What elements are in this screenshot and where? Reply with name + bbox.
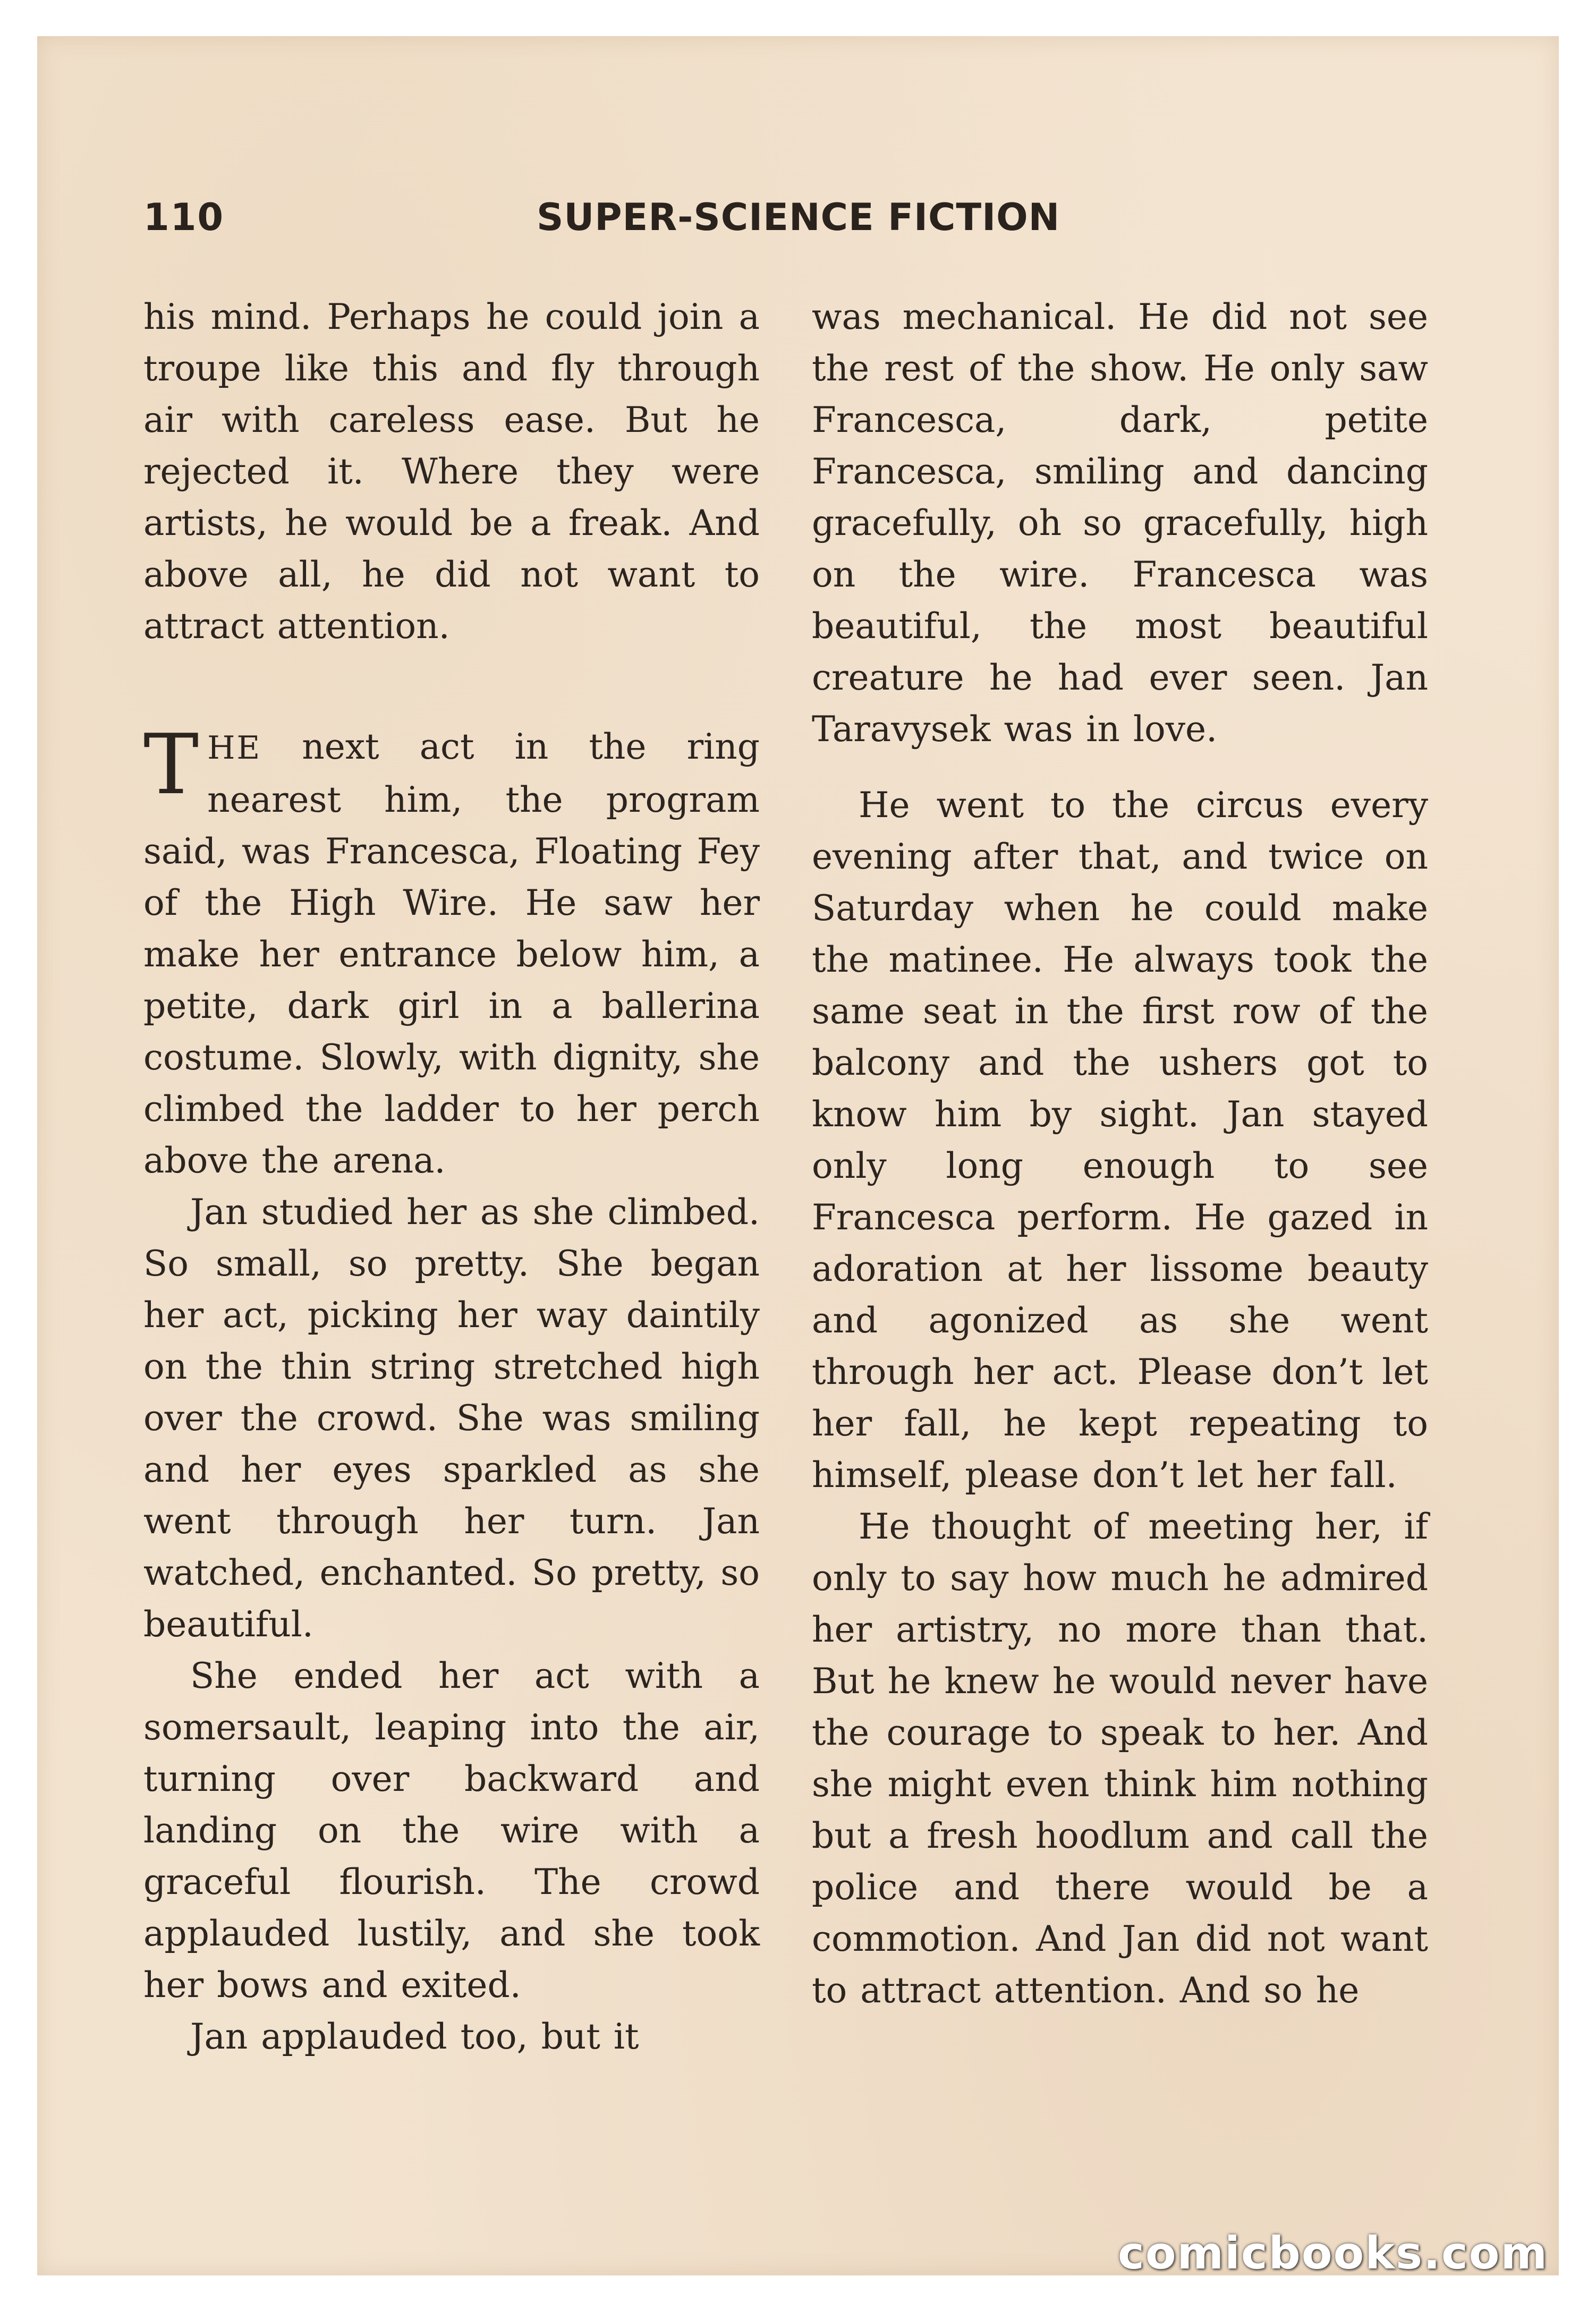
paragraph: He went to the circus every evening after that, and twice on Saturday when he could make the matinee. He always took the same seat in the first row of the balcony and the ushers got to know him by sight. Jan stayed only long enough to see Francesca perform. He gazed in adoration at her lissome beauty and agonized as she went through her act. Please don’t let her fall, he kept repeating to himself, please don’t let her fall. (812, 785, 1428, 1496)
paragraph: He thought of meeting her, if only to say how much he admired her artistry, no more than that. But he knew he would never have the courage to speak to her. And she might even think him nothing but a fresh hoodlum and call the police and there would be a commotion. And Jan did not want to attract attention. And so he (812, 1506, 1428, 2011)
magazine-page (37, 36, 1559, 2275)
left-column (143, 291, 760, 2062)
drop-cap: T (143, 716, 199, 813)
paragraph: Jan studied her as she climbed. So small, so pretty. She began her act, picking her way daintily on the thin string stretched high over the crowd. She was smiling and her eyes sparkled as she went through her turn. Jan watched, enchanted. So pretty, so beautiful. (143, 1192, 760, 1645)
page-header (143, 196, 1068, 254)
paragraph: She ended her act with a somersault, leaping into the air, turning over backward and landing on the wire with a graceful flourish. The crowd applauded lustily, and she took her bows and exited. (143, 1655, 760, 2006)
small-caps-lead: HE (207, 729, 262, 767)
right-column (812, 291, 1428, 2016)
paragraph: his mind. Perhaps he could join a troupe like this and fly through air with careless ease. But he rejected it. Where they were artists, he would be a freak. And above all, he did not want to attract attention. (143, 296, 760, 647)
paragraph-dropcap (143, 716, 760, 1186)
watermark-logo: comicbooks.com (1118, 2227, 1548, 2279)
paragraph: was mechanical. He did not see the rest of the show. He only saw Francesca, dark, petite Francesca, smiling and dancing gracefully, oh so gracefully, high on the wire. Francesca was beautiful, the most beautiful creature he had ever seen. Jan Taravysek was in love. (812, 296, 1428, 750)
paragraph-text: next act in the ring nearest him, the program said, was Francesca, Floating Fey of the High Wire. He saw her make her entrance below him, a petite, dark girl in a ballerina costume. Slowly, with dignity, she climbed the ladder to her perch above the arena. (143, 726, 760, 1181)
running-title: SUPER-SCIENCE FICTION (537, 196, 1060, 239)
page-number: 110 (143, 196, 225, 239)
paragraph: Jan applauded too, but it (190, 2016, 639, 2057)
